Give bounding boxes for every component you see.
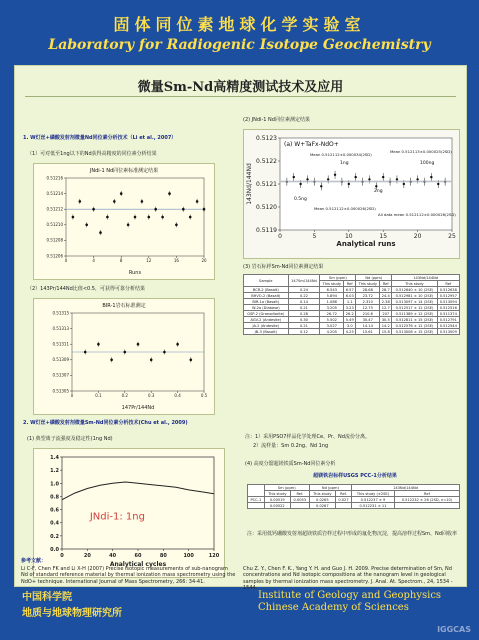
table-cell: 0.512516	[437, 305, 459, 311]
chart3-card	[33, 448, 225, 578]
y-tick-label: 0.0	[50, 547, 59, 553]
y-tick-label: 0.51305	[52, 388, 69, 394]
annotation: All data mean 0.512112±0.000026(2SD)	[378, 212, 456, 217]
table-cell: 0.512517 ± 12 (2SE)	[392, 305, 437, 311]
x-tick-label: 0	[278, 233, 282, 240]
th-group: Nd (ppm)	[309, 485, 351, 491]
y-tick-label: 0.5119	[256, 227, 277, 234]
sec1-heading: 1. W灯丝+磷酸发射剂微量Nd同位素分析技术（Li et al., 2007）	[23, 135, 177, 141]
ref-left: Li C-F, Chen FK and Li X-H (2007) Precise isotopic measurements of sub-nanogram Nd of standard reference material by thermal ionization mass spectrometry using the NdO+ technique. International Journal of Mass Spectrometry, 266: 34-41.	[21, 566, 236, 585]
data-point	[97, 343, 100, 346]
x-tick-label: 0.5	[200, 393, 208, 398]
data-point	[190, 359, 193, 362]
y-tick-label: 0.51214	[46, 190, 63, 196]
x-tick-label: 16	[173, 258, 179, 263]
y-tick-label: 0.51206	[46, 253, 63, 259]
content-panel	[14, 65, 467, 591]
y-tick-label: 0.51315	[52, 310, 69, 316]
data-point	[148, 216, 151, 219]
sec2-heading: 2. W灯丝+磷酸发射剂微量Sm-Nd同位素分析技术(Chu et al., 2009)	[23, 420, 188, 426]
data-point	[196, 200, 199, 203]
data-point	[203, 208, 206, 211]
data-point	[182, 208, 185, 211]
series-label: JNdi-1: 1ng	[89, 511, 145, 523]
x-axis-label: Analytical cycles	[109, 561, 167, 568]
table-cell: BIR-1a (Basalt)	[244, 299, 289, 305]
data-point	[348, 183, 350, 185]
data-point	[176, 343, 179, 346]
table-cell: 0.513008 ± 15 (2SE)	[392, 329, 437, 335]
footer-en1: Institute of Geology and Geophysics	[258, 590, 442, 601]
x-tick-label: 0.2	[121, 393, 128, 398]
data-point	[189, 216, 192, 219]
th-sub: Ref.	[335, 491, 351, 497]
y-tick-label: 1.4	[50, 455, 59, 461]
data-point	[161, 216, 164, 219]
x-tick-label: 0.4	[174, 393, 181, 398]
th-sub: Ref.	[290, 491, 309, 497]
table-cell: 0.512640 ± 10 (2SE)	[392, 287, 437, 293]
th-sub: This study	[392, 281, 437, 287]
th-sm: Sm (ppm)	[320, 275, 356, 281]
table-cell: 210.6	[356, 311, 380, 317]
table1-note1: 注：1）采用PSO7样品化学处理Ce、Pr、Nd流份分离。	[245, 434, 370, 440]
table-cell: 30.5	[380, 317, 392, 323]
table-cell: 207	[380, 311, 392, 317]
table-cell: 3.205	[320, 305, 344, 311]
table-cell: 0.21	[288, 305, 320, 311]
table-cell: 0.513009	[437, 329, 459, 335]
table-cell: AGV-2 (Andesite)	[244, 317, 289, 323]
chart2-title: BIR-1岩石标准测定	[102, 303, 146, 309]
table-cell: BCR-2 (Basalt)	[244, 287, 289, 293]
table-cell: 3.0	[344, 323, 356, 329]
data-point	[137, 343, 140, 346]
table-cell: 0.513094	[437, 299, 459, 305]
th-sub: This study (±2SE)	[352, 491, 395, 497]
table-cell: 6.03	[344, 293, 356, 299]
data-point	[396, 178, 398, 180]
header-cn: 固体同位素地球化学实验室	[113, 15, 366, 34]
data-point	[163, 351, 166, 354]
data-point	[354, 176, 356, 178]
data-point	[154, 208, 157, 211]
x-tick-label: 20	[201, 258, 207, 263]
table-cell: 0.0267	[309, 503, 335, 509]
pcc1-table	[247, 484, 460, 509]
table-cell: 24.4	[380, 293, 392, 299]
table-cell: 2.310	[356, 299, 380, 305]
chart3-svg	[34, 449, 224, 577]
x-axis-label: Analytical runs	[336, 240, 396, 248]
x-tick-label: 40	[109, 553, 117, 559]
table-cell: 4.205	[320, 329, 344, 335]
table-cell: 15.8	[380, 329, 392, 335]
title-divider	[25, 96, 456, 97]
table-cell: 0.512232 ± 26 (2SD, n=10)	[394, 497, 459, 503]
chart4-card	[243, 129, 460, 259]
table-cell: 0.28	[288, 311, 320, 317]
annotation: 0.5ng	[294, 197, 307, 202]
table-cell: 23.72	[356, 293, 380, 299]
annotation: Mean 0.512112±0.000034(2SD)	[310, 152, 372, 157]
y-tick-label: 0.8	[50, 494, 59, 501]
table-row	[248, 503, 460, 509]
rock-standards-table	[243, 274, 460, 335]
chart4-svg	[244, 130, 459, 258]
table-cell	[394, 503, 459, 509]
chart2-card	[33, 298, 215, 415]
table-cell: 0.21	[288, 323, 320, 329]
table-cell: 0.512811 ± 15 (2SE)	[392, 317, 437, 323]
x-tick-label: 25	[448, 233, 456, 240]
data-point	[430, 176, 432, 178]
table-cell: 0.24	[288, 287, 320, 293]
data-point	[106, 216, 109, 219]
x-tick-label: 4	[92, 258, 95, 263]
data-point	[368, 178, 370, 180]
sec2-item1: (1) 典型离子流强度及稳定性(1ng Nd)	[27, 436, 113, 442]
table-cell: 6.57	[344, 287, 356, 293]
table-cell: GSP-2 (Granodiorite)	[244, 311, 289, 317]
table-cell: 14.14	[356, 323, 380, 329]
table-cell: 0.512544	[437, 323, 459, 329]
data-point	[127, 224, 130, 227]
y-tick-label: 0.2	[50, 533, 59, 540]
table-cell	[290, 503, 309, 509]
table-cell: 0.512981 ± 10 (2SE)	[392, 293, 437, 299]
x-tick-label: 0.3	[148, 393, 155, 398]
sec1-item1: （1）可对低至1ng以下的Nd获得高精度的同位素分析结果	[27, 151, 157, 157]
table-cell: 0.512638	[437, 287, 459, 293]
right-item4: (4) 高度分馏超镁铁质Sm-Nd同位素分析	[245, 461, 336, 467]
y-tick-label: 0.5120	[256, 204, 277, 211]
data-point	[150, 359, 153, 362]
plot-area	[62, 457, 214, 549]
x-tick-label: 0	[60, 553, 64, 559]
x-tick-label: 60	[134, 553, 142, 559]
th-sub: Ref	[344, 281, 356, 287]
data-point	[120, 192, 123, 195]
table-cell: JB-3 (Basalt)	[244, 329, 289, 335]
data-point	[85, 224, 88, 227]
table-cell: 0.30	[288, 317, 320, 323]
all-data-band	[280, 180, 452, 182]
y-tick-label: 0.51212	[46, 206, 63, 212]
table-cell: 15.61	[356, 329, 380, 335]
x-tick-label: 8	[119, 258, 123, 263]
y-axis-label: 143Nd/144Nd	[246, 163, 253, 205]
sec1-item2: （2）143Pr/144Nd比值<0.5，可获得可靠分析结果	[27, 286, 145, 292]
table-cell: 0.14	[288, 299, 320, 305]
table-cell: 26.2	[344, 311, 356, 317]
data-point	[416, 178, 418, 180]
th-blank	[248, 485, 265, 497]
th-sub: This study	[356, 281, 380, 287]
data-point	[72, 216, 75, 219]
th-nd: Nd (ppm)	[356, 275, 392, 281]
data-point	[79, 200, 82, 203]
table-cell: 28.7	[380, 287, 392, 293]
header-en: Laboratory for Radiogenic Isotope Geochemistry	[48, 37, 431, 53]
legend-label: (a) W+TaFx-NdO+	[284, 141, 339, 148]
data-point	[437, 183, 439, 185]
table-cell: 1.1	[344, 299, 356, 305]
table-cell: 4.25	[344, 329, 356, 335]
data-point	[320, 185, 322, 187]
table-cell	[248, 503, 265, 509]
right-item2: (2) JNdi-1 Nd同位素测定结果	[243, 117, 310, 123]
th-ndratio: 143Nd/144Nd	[392, 275, 460, 281]
table-cell: 5.894	[320, 293, 344, 299]
x-axis-label: 147Pr/144Nd	[121, 405, 155, 411]
th-ratio: 147Sm/144Nd	[288, 275, 320, 287]
footer-cn	[22, 590, 122, 622]
table-cell: PCC-1	[248, 497, 265, 503]
poster-title: 微量Sm-Nd高精度测试技术及应用	[137, 80, 344, 95]
x-tick-label: 0	[70, 393, 74, 398]
y-tick-label: 0.51311	[52, 341, 69, 347]
x-tick-label: 10	[344, 233, 353, 240]
y-tick-label: 1.2	[50, 468, 59, 475]
table-cell: 0.0053	[290, 497, 309, 503]
y-tick-label: 0.51307	[52, 372, 69, 378]
annotation: 2ng	[374, 189, 383, 194]
x-tick-label: 0.1	[95, 393, 102, 398]
table-cell: 30.47	[356, 317, 380, 323]
data-point	[113, 200, 116, 203]
data-point	[334, 174, 336, 176]
table-cell: 0.22	[288, 293, 320, 299]
data-point	[299, 183, 301, 185]
x-tick-label: 20	[413, 233, 422, 240]
table-cell: 0.512237 ± 9	[352, 497, 395, 503]
table-cell: 0.0265	[309, 497, 335, 503]
table-cell: 0.513097 ± 14 (2SE)	[392, 299, 437, 305]
x-tick-label: 12	[146, 258, 152, 263]
table-cell: JA-2 (Andesite)	[244, 323, 289, 329]
footer-cn1: 中国科学院	[22, 592, 72, 603]
data-point	[134, 216, 137, 219]
data-point	[141, 200, 144, 203]
table-cell: 6.543	[320, 287, 344, 293]
y-tick-label: 0.5122	[256, 158, 277, 165]
data-point	[293, 176, 295, 178]
y-tick-label: 0.4	[50, 520, 59, 527]
table-cell: 0.00519	[264, 497, 290, 503]
th-sub: Ref	[394, 491, 459, 497]
table-cell: 0.512791	[437, 317, 459, 323]
data-point	[84, 351, 87, 354]
footer-en2: Chinese Academy of Sciences	[258, 602, 409, 613]
chart1-svg	[34, 164, 214, 279]
ref-right: Chu Z. Y., Chen F. K., Yang Y. H. and Guo J. H. 2009. Precise determination of Sm, Nd concentrations and Nd isotopic compositions at the nanogram level in geological samples by thermal ionization mass spectrometry. J. Anal. At. Spectrom., 24, 1534 - 1544.	[243, 566, 453, 591]
table-cell: 0.00522	[264, 503, 290, 509]
y-tick-label: 0.51309	[52, 357, 69, 363]
table-cell: 12.75	[356, 305, 380, 311]
refs-label: 参考文献：	[21, 558, 47, 564]
table-cell: 0.512231 ± 11	[352, 503, 395, 509]
x-tick-label: 5	[312, 233, 317, 240]
table-cell: 14.2	[380, 323, 392, 329]
th-sub: This study	[309, 491, 335, 497]
y-tick-label: 0.5121	[256, 181, 277, 188]
data-point	[99, 231, 102, 234]
y-tick-label: 0.51210	[46, 222, 63, 228]
table-cell: 26.72	[320, 311, 344, 317]
table-cell: 3.23	[344, 305, 356, 311]
th-sub: This study	[264, 491, 290, 497]
data-point	[306, 178, 308, 180]
data-point	[92, 208, 95, 211]
y-tick-label: 0.51313	[52, 325, 69, 331]
x-tick-label: 80	[159, 553, 167, 559]
header	[0, 0, 479, 66]
annotation: Mean 0.512113±0.000025(2SD)	[390, 149, 452, 154]
data-point	[168, 192, 171, 195]
table-row	[244, 329, 460, 335]
annotation: Mean 0.512112±0.000026(2SD)	[314, 206, 376, 211]
table-cell: 5.502	[320, 317, 344, 323]
chart1-title: JNdi-1 Nd同位素标准测定结果	[89, 168, 159, 174]
th-sub: This study	[320, 281, 344, 287]
y-tick-label: 1.0	[50, 481, 59, 488]
y-tick-label: 0.6	[50, 507, 59, 514]
table-cell: 28.68	[356, 287, 380, 293]
th-sub: Ref	[380, 281, 392, 287]
th-sample: Sample	[244, 275, 289, 287]
annotation: 100ng	[420, 161, 435, 166]
data-point	[375, 185, 377, 187]
table-cell: 0.511389 ± 12 (2SE)	[392, 311, 437, 317]
th-group: 143Nd/144Nd	[352, 485, 460, 491]
footer-cn2: 地质与地球物理研究所	[22, 608, 122, 619]
th-group: Sm (ppm)	[264, 485, 309, 491]
table-cell: BHVO-2 (Basalt)	[244, 293, 289, 299]
th-sub: Ref	[437, 281, 459, 287]
table-cell	[335, 503, 351, 509]
x-tick-label: 15	[379, 233, 388, 240]
chart1-card	[33, 163, 215, 280]
watermark: IGGCAS	[437, 625, 471, 634]
table-cell: 0.512576 ± 12 (2SE)	[392, 323, 437, 329]
data-point	[124, 351, 127, 354]
x-tick-label: 20	[83, 553, 91, 559]
table-cell: 3.027	[320, 323, 344, 329]
table1-note2: 2）流样量：Sm 0.2ng、Nd 1ng	[253, 443, 329, 449]
footer-en	[258, 590, 441, 614]
x-tick-label: 120	[208, 553, 220, 559]
data-point	[327, 178, 329, 180]
x-axis-label: Runs	[128, 270, 142, 276]
y-tick-label: 0.5123	[256, 135, 277, 142]
data-point	[110, 359, 113, 362]
chart2-svg	[34, 299, 214, 414]
data-point	[403, 183, 405, 185]
table-cell: 0.512957	[437, 293, 459, 299]
footer	[0, 586, 479, 640]
data-point	[175, 224, 178, 227]
annotation: 1ng	[340, 161, 349, 166]
table2-title: 超镁铁岩标样USGS PCC-1分析结果	[313, 473, 397, 479]
x-tick-label: 0	[64, 258, 68, 263]
table-cell: W-2a (Diabase)	[244, 305, 289, 311]
y-tick-label: 0.51216	[46, 175, 63, 181]
table2-note: 注：采用低钙硼酸发射剂超镁铁质岩样过程中形成的氟化物沉淀，提高溶样过程Sm、Nd回收率	[247, 531, 457, 537]
right-item3: (3) 岩石标样Sm-Nd同位素测定结果	[243, 264, 324, 270]
table-cell: 5.49	[344, 317, 356, 323]
y-tick-label: 0.51208	[46, 237, 63, 243]
data-point	[382, 176, 384, 178]
table-cell: 0.12	[288, 329, 320, 335]
table-cell: 12.7	[380, 305, 392, 311]
table-cell: 0.511374	[437, 311, 459, 317]
table-cell: 2.38	[380, 299, 392, 305]
table-cell: 1.086	[320, 299, 344, 305]
table-cell: 0.027	[335, 497, 351, 503]
x-tick-label: 100	[183, 553, 194, 559]
